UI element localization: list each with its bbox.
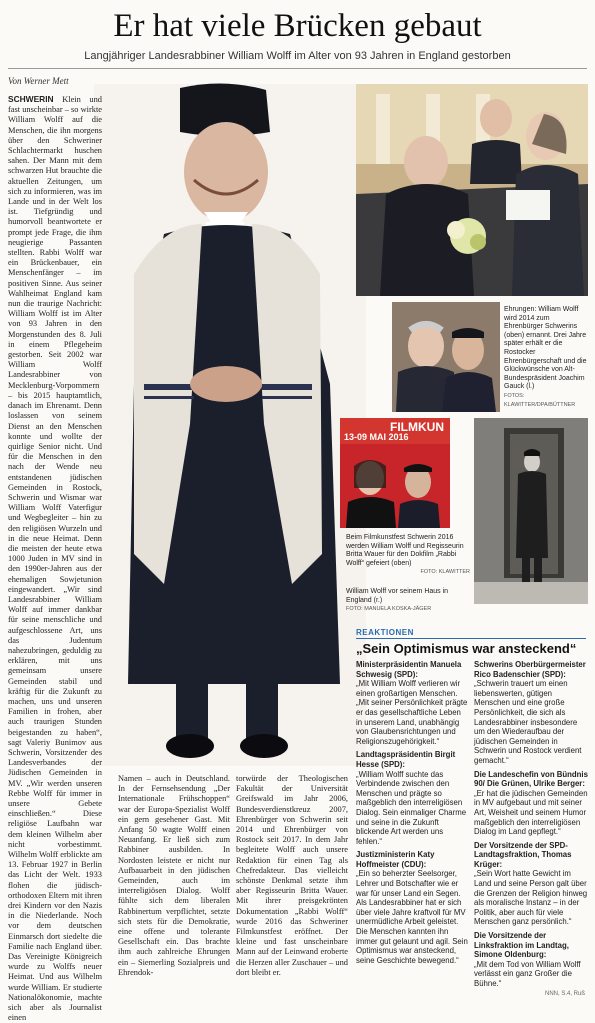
reaction-item [474, 931, 588, 989]
byline: Von Werner Mett [8, 76, 69, 86]
reaction-quote: „Er hat die jüdischen Gemeinden in MV aufgebaut und mit seiner Art, Weisheit und seinem Humor maßgeblich den interreligiösen Dialog im Land gepflegt.“ [474, 788, 588, 837]
filmfest-banner-small: FILMKUN [390, 420, 444, 434]
reaction-quote: „Ein so beherzter Seelsorger, Lehrer und Botschafter wie er war für unser Land ein Segen. Als Landesrabbiner hat er sich über viele Jahre kraftvoll für MV unermüdliche Arbeit geleistet. Die Menschen kannten ihn immer gut gelaunt und agil. Sein Optimismus war ansteckend, seine Geschichte bewegend.“ [356, 869, 468, 965]
house-photo [474, 418, 588, 604]
reaction-quote: „William Wolff suchte das Verbindende zwischen den Menschen und prägte so maßgeblich den interreligiösen Dialog. Sein einmaliger Charme und seine in die Zukunft blickende Art werden uns fehlen.“ [356, 769, 467, 846]
honors-credit: FOTOS: KLAWITTER/DPA/BÜTTNER [504, 392, 576, 408]
article-column-2 [118, 774, 230, 994]
rabbi-portrait-photo [94, 84, 366, 766]
reaction-author: Der Vorsitzende der SPD-Landtagsfraktion, Thomas Krüger: [474, 840, 572, 869]
article-column-1 [8, 94, 102, 1023]
reaction-author: Die Vorsitzende der Linksfraktion im Landtag, Simone Oldenburg: [474, 931, 569, 960]
reaction-quote: „Schwerin trauert um einen liebenswerten, gütigen Menschen und eine große Persönlichkeit, die sich als Landesrabbiner insbesondere um den Wiederaufbau der jüdischen Gemeinden in Schwerin und Rostock verdient gemacht.“ [474, 679, 582, 765]
house-caption [346, 588, 472, 616]
subheadline: Langjähriger Landesrabbiner William Wolff im Alter von 93 Jahren in England gestorben [84, 50, 511, 62]
reaction-author: Schwerins Oberbürgermeister Rico Badenschier (SPD): [474, 660, 586, 679]
reaction-item [356, 750, 468, 846]
article-text-3: torwürde der Theologischen Fakultät der Universität Greifswald im Jahr 2006, Bundesverdienstkreuz 2007, Ehrenbürger von Schwerin seit 2014 und Ehrenbürger von Rostock seit 2017. In dem Jahr begleitete Wolff auch unsere Redaktion für einen Tag als Chefredakteur. Das vielleicht schönste Denkmal setzte ihm aber Regisseurin Britta Wauer. Mit ihrer preisgekrönten Dokumentation „Rabbi Wolff“ wurde 2016 das Schweriner Filmkunstfest eröffnet. Der kleine und fast unscheinbare Mann auf der Leinwand eroberte die Herzen aller Zuschauer – und dort bleibt er. [236, 774, 348, 977]
reaction-item [356, 660, 468, 746]
gauck-photo [392, 302, 500, 412]
dateline: SCHWERIN [8, 94, 54, 104]
reactions-column-right [474, 660, 588, 986]
filmfest-caption [346, 534, 470, 582]
article-text-1: Klein und fast unscheinbar – so wirkte William Wolff auf die Menschen, die ihn morgens über den Schweriner Schlachtermarkt huschen sahen. Der Mann mit dem schwarzen Hut brauchte die aktuellen Zeitungen, um sich zu informieren, was im Lande und in der Welt los ist. Tiefgründig und humorvoll beantwortete er prompt jede Frage, die ihm neugierige Passanten stellten. Rabbi Wolff war ein Brückenbauer, ein Menschenfänger – im positiven Sinne. Aus seiner Wahlheimat England kam nun die traurige Nachricht: William Wolff ist im Alter von 93 Jahren in den Morgenstunden des 8. Juli in einem Pflegeheim gestorben. Seit 2002 war William Wolff Landesrabbiner von Mecklenburg-Vorpommern – bis 2015 hauptamtlich, danach im Ehrenamt. Denn loslassen von seinem Dienst an den Menschen konnte und wollte der quirlige Senior nicht. Und für die Menschen in den nach der Wende neu entstandenen jüdischen Gemeinden in Rostock, Schwerin und Wismar war William Wolff Vaterfigur und Wegbegleiter – hin zu den religiösen Wurzeln und in die neue Heimat. Denn die meisten der heute etwa 1000 Juden in MV sind in den 1990er-Jahren aus der ehemaligen Sowjetunion eingewandert. „Wir sind Landesrabbiner William Wolff auf immer dankbar für seine menschliche und aufgeschlossene Art, uns das Judentum nahezubringen, geduldig zu erklären, mit uns gemeinsam unsere Gemeinden stabil und kräftig für die Zukunft zu machen, uns und unseren Familien in frohen, aber auch traurigen Stunden beigestanden zu haben“, sagt Valeriy Bunimov aus Schwerin, Vorsitzender des Landesverbandes der Jüdischen Gemeinden in MV. „Wir werden unseren Rebbe Wolff für immer in unsere Gebete einschließen.“ Diese religiöse Laufbahn war dem kleinen Wilhelm aber nicht vorbestimmt. Wilhelm Wolff erblickte am 13. Februar 1927 in Berlin das Licht der Welt. 1933 flohen die jüdisch-orthodoxen Eltern mit ihren drei Kindern vor den Nazis in die Niederlande. Noch vor dem deutschen Einmarsch dort siedelte die Familie nach England über. Das Vereinigte Königreich wurde zu Wolffs neuer Heimat. Und aus Wilhelm wurde William. Er studierte Nationalökonomie, machte sich aber als Journalist einen [8, 95, 102, 1023]
reaction-quote: „Mit William Wolff verlieren wir einen großartigen Menschen. „Mit seiner Persönlichkeit prägte er das gesellschaftliche Leben in unserem Land, unabhängig von Glaubensrichtungen und Religionszugehörigkeit.“ [356, 679, 468, 746]
page-footer: NNN, S.4, Ruß [544, 991, 585, 997]
reaction-author: Justizministerin Katy Hoffmeister (CDU): [356, 850, 435, 869]
house-caption-text: William Wolff vor seinem Haus in England (r.) [346, 588, 449, 604]
reactions-title: „Sein Optimismus war ansteckend“ [356, 641, 577, 656]
article-text-2: Namen – auch in Deutschland. In der Fernsehsendung „Der Internationale Frühschoppen“ war der Europa-Spezialist Wolff ein gern gesehener Gast. Mit Anfang 50 wagte Wolff einen Neuanfang. Er ließ sich zum Rabbiner ausbilden. In Nordosten leistete er nicht nur Aufbauarbeit in den jüdischen Gemeinden, auch im interreligiösen Dialog. Wolff fühlte sich dem liberalen Rabbinertum verpflichtet, setzte sich stets für die Demokratie, eine offene und tolerante Gesellschaft ein. Das brachte ihm auch zahlreiche Ehrungen ein – Siemerling Sozialpreis und Ehrendok- [118, 774, 230, 977]
house-credit: FOTO: MANUELA KOSKA-JÄGER [346, 606, 432, 613]
honors-caption [504, 306, 588, 412]
reaction-quote: „Sein Wort hatte Gewicht im Land und seine Person galt über die Grenzen der Religion hinweg als moralische Instanz – in der Politik, aber auch für viele Menschen ganz persönlich.“ [474, 869, 588, 927]
reaction-quote: „Mit dem Tod von William Wolff verlässt ein ganz Großer die Bühne.“ [474, 959, 581, 988]
headline: Er hat viele Brücken gebaut [113, 8, 482, 44]
reactions-rule [356, 638, 586, 639]
filmfest-credit: FOTO: KLAWITTER [420, 569, 470, 576]
reaction-item [474, 660, 588, 766]
reaction-item [474, 770, 588, 837]
reaction-author: Die Landeschefin von Bündnis 90/ Die Grünen, Ulrike Berger: [474, 769, 588, 789]
filmfest-banner-text: 13-09 MAI 2016 [344, 432, 409, 442]
filmfest-photo [340, 418, 450, 528]
reactions-label: REAKTIONEN [356, 628, 414, 637]
reactions-column-left [356, 660, 468, 996]
honors-caption-text: Ehrungen: William Wolff wird 2014 zum Ehrenbürger Schwerins (oben) ernannt. Drei Jahre später erhält er die Rostocker Ehrenbürgerschaft und die Glückwünsche von Alt-Bundespräsident Joachim Gauck (l.) [504, 306, 587, 391]
reaction-item [356, 850, 468, 965]
filmfest-caption-text: Beim Filmkunstfest Schwerin 2016 werden William Wolff und Regisseurin Britta Wauer für den Dokfilm „Rabbi Wolff“ gefeiert (oben) [346, 534, 464, 567]
reaction-item [474, 841, 588, 927]
article-column-3 [236, 774, 348, 994]
header-rule [8, 68, 587, 69]
ceremony-photo [356, 84, 588, 296]
reaction-author: Ministerpräsidentin Manuela Schwesig (SPD): [356, 660, 462, 679]
reaction-author: Landtagspräsidentin Birgit Hesse (SPD): [356, 750, 456, 769]
